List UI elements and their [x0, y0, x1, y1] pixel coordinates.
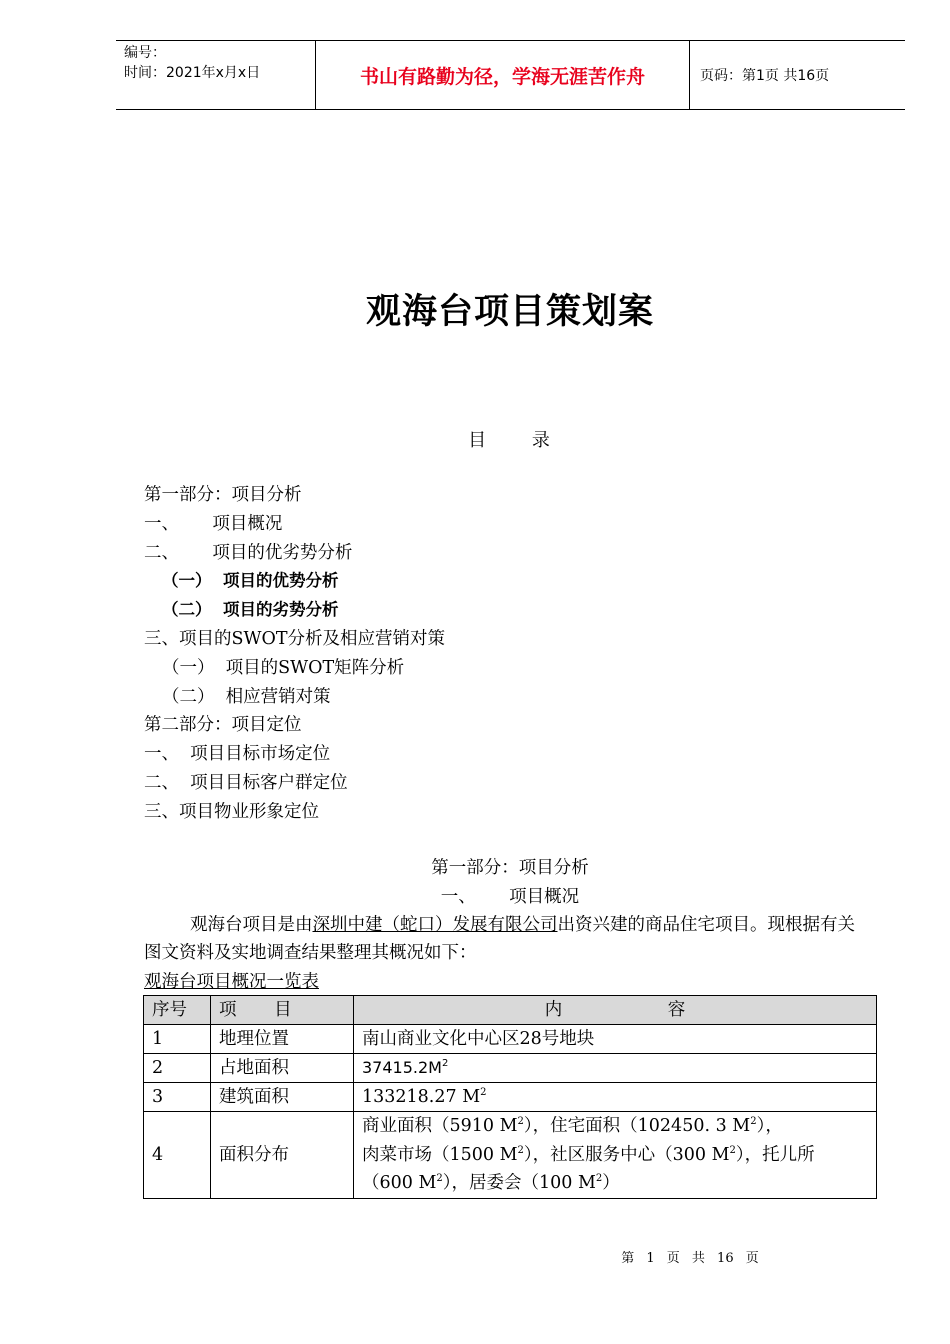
toc-item: 三、项目物业形象定位	[144, 801, 319, 822]
time-label: 时间：2021年x月x日	[124, 65, 261, 81]
superscript-2: 2	[517, 1116, 524, 1127]
cell-item: 面积分布	[211, 1112, 354, 1199]
para-text-before: 观海台项目是由	[190, 915, 313, 935]
superscript-2: 2	[480, 1087, 487, 1098]
para-text-after: 出资兴建的商品住宅项目。现根据有关图文资料及实地调查结果整理其概况如下：	[144, 915, 855, 963]
toc-item: 第二部分：项目定位	[144, 715, 302, 736]
content-line: 商业面积（5910 $M^2$），住宅面积（102450. 3 $M^2$），	[362, 1116, 783, 1136]
superscript-2: 2	[729, 1144, 736, 1156]
table-of-contents	[144, 481, 445, 827]
cell-content: $37415.2M^2$	[354, 1054, 877, 1083]
toc-item: 一、 项目概况	[144, 513, 283, 534]
toc-item: 二、 项目目标客户群定位	[144, 772, 348, 793]
toc-item: （一） 项目的SWOT矩阵分析	[162, 657, 405, 678]
cell-no: 2	[144, 1054, 211, 1083]
header-cell-item: 项 目	[211, 996, 354, 1025]
document-title: 观海台项目策划案	[365, 291, 654, 332]
content-line: （600 $M^2$），居委会（100 $M^2$）	[362, 1173, 620, 1193]
page-footer: 第 1 页 共 16 页	[621, 1251, 759, 1266]
overview-paragraph	[144, 911, 866, 967]
toc-item: 第一部分：项目分析	[144, 485, 302, 505]
cell-no: 3	[144, 1083, 211, 1112]
table-row	[144, 1025, 877, 1054]
superscript-2: 2	[750, 1116, 757, 1127]
table-row	[144, 1054, 877, 1083]
content-line: 肉菜市场（1500 $M^2$），社区服务中心（300 $M^2$），托儿所	[362, 1144, 815, 1165]
table-row	[144, 1112, 877, 1199]
toc-item: 一、 项目目标市场定位	[144, 744, 331, 765]
cell-item: 建筑面积	[211, 1083, 354, 1112]
superscript-2: 2	[595, 1173, 603, 1184]
number-label: 编号：	[124, 45, 166, 61]
toc-item: （二） 项目的劣势分析	[162, 600, 339, 620]
cell-content-multiline	[354, 1112, 877, 1199]
toc-heading: 目 录	[468, 430, 550, 451]
header-motto: 书山有路勤为径，学海无涯苦作舟	[316, 41, 690, 109]
cell-no: 4	[144, 1112, 211, 1199]
toc-item: 二、 项目的优劣势分析	[144, 542, 353, 563]
cell-item: 地理位置	[211, 1025, 354, 1054]
header-cell-content: 内 容	[354, 996, 877, 1025]
company-name: 深圳中建（蛇口）发展有限公司	[312, 915, 558, 935]
toc-item: 三、项目的SWOT分析及相应营销对策	[144, 628, 445, 649]
toc-item: （一） 项目的优势分析	[162, 571, 339, 591]
cell-no: 1	[144, 1025, 211, 1054]
table-header-row	[144, 996, 877, 1025]
cell-item: 占地面积	[211, 1054, 354, 1083]
section-title: 第一部分：项目分析	[431, 858, 589, 878]
header-page-info: 页码：第1页 共16页	[700, 68, 830, 84]
superscript-2: 2	[517, 1144, 524, 1156]
superscript-2: 2	[436, 1173, 443, 1184]
table-caption: 观海台项目概况一览表	[144, 972, 319, 992]
overview-table	[143, 995, 877, 1199]
cell-content: 南山商业文化中心区28号地块	[354, 1025, 877, 1054]
superscript-2: 2	[441, 1058, 449, 1069]
section-subtitle: 一、 项目概况	[440, 887, 580, 907]
header-cell-no: 序号	[144, 996, 211, 1025]
cell-content: 133218.27 $M^2$	[354, 1083, 877, 1112]
toc-item: （二） 相应营销对策	[162, 686, 331, 707]
header-meta	[116, 41, 316, 109]
table-row	[144, 1083, 877, 1112]
page-header	[116, 40, 905, 110]
